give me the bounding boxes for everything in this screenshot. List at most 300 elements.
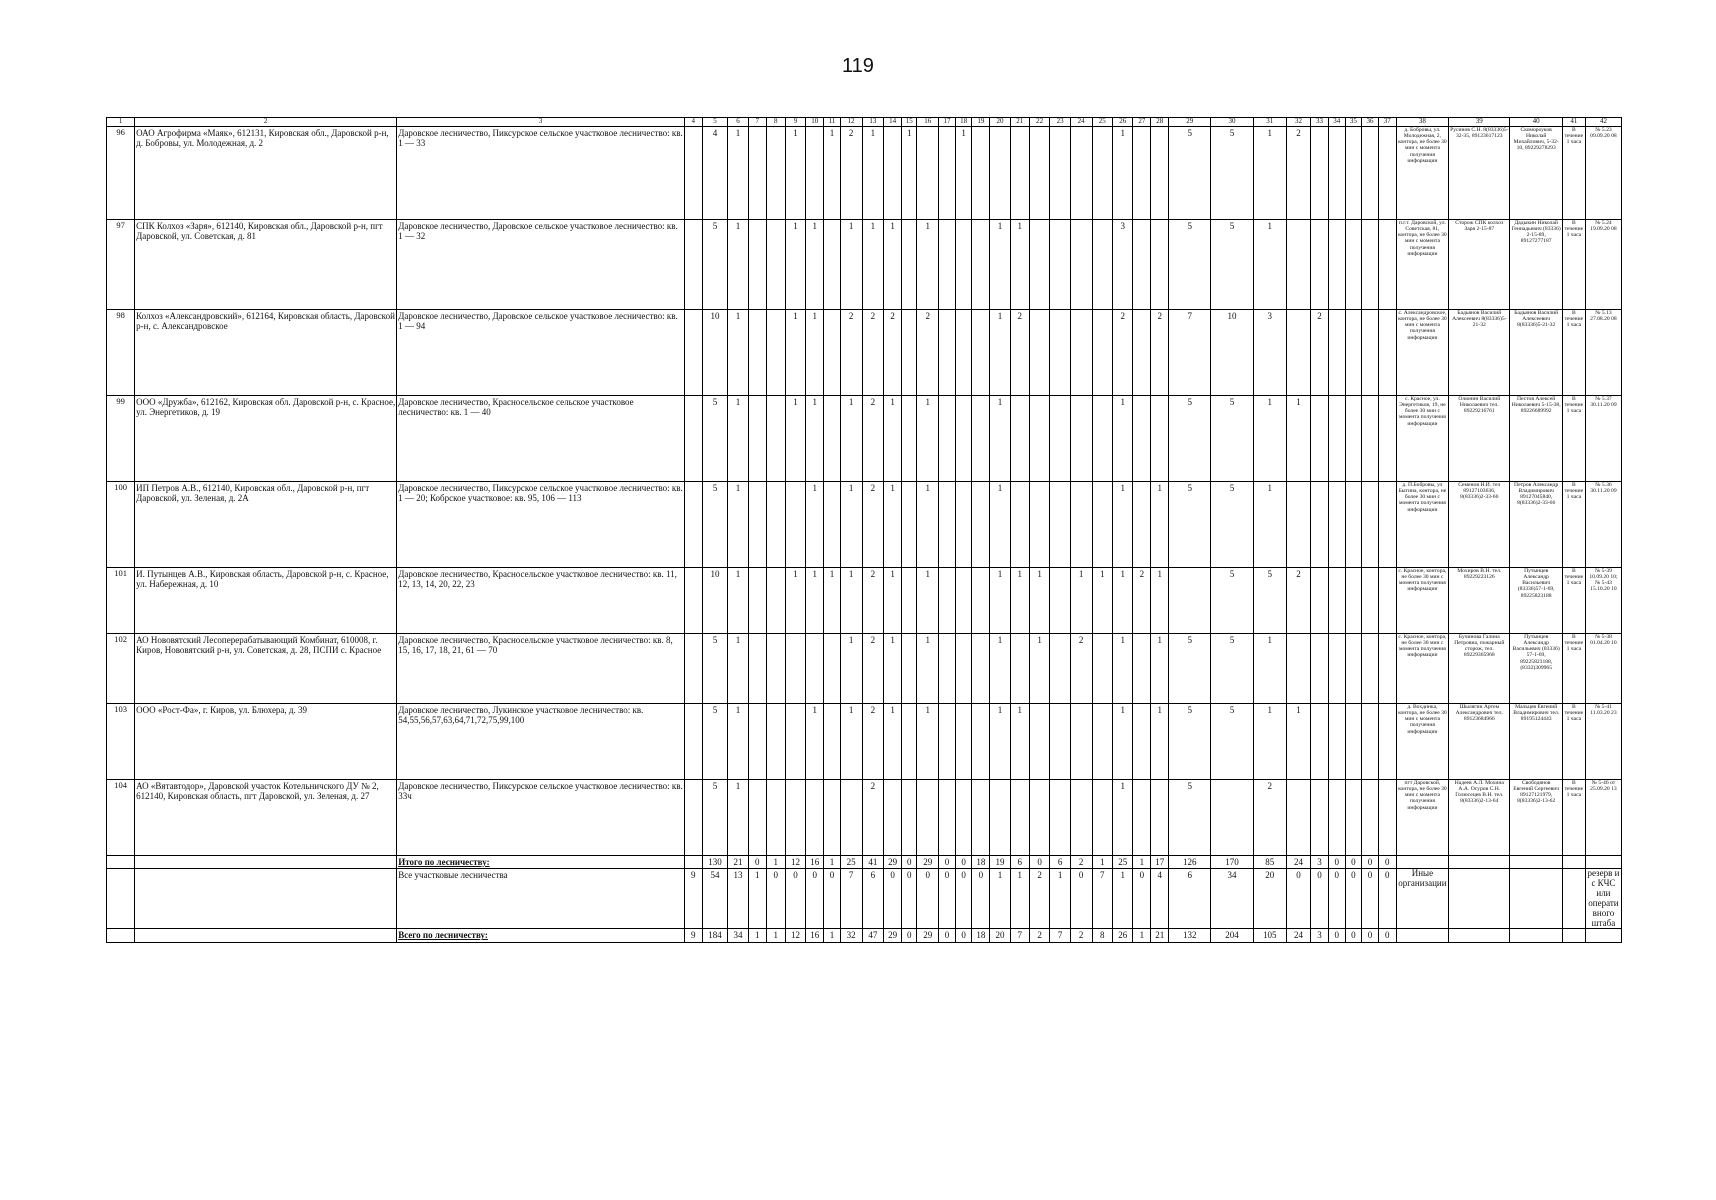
forest-fire-resources-table <box>106 117 1622 943</box>
resource-count-cell <box>884 127 902 220</box>
grand-total-value-cell: 47 <box>862 929 884 942</box>
total-value-cell: 18 <box>972 856 990 869</box>
resource-count-cell <box>824 396 841 482</box>
resource-count-cell <box>1345 220 1362 310</box>
location-cell: д. Бобровы, ул. Молодежная, 2, контора, не более 30 мин с момента получения информации <box>1396 127 1448 220</box>
resource-count-cell <box>972 634 990 704</box>
resource-count-cell <box>1328 310 1345 396</box>
total-value-cell: 1 <box>1133 856 1151 869</box>
agreement-cell: № 5-38 01.04.20 10 <box>1585 634 1621 704</box>
table-cell <box>1449 929 1510 942</box>
total-value-cell: 25 <box>840 856 862 869</box>
all-forestries-value-cell: 0 <box>1070 869 1092 929</box>
resource-count-cell <box>1362 220 1379 310</box>
resource-count-cell <box>824 634 841 704</box>
resource-count-cell <box>955 704 972 780</box>
resource-count-cell <box>1378 127 1396 220</box>
resource-count-cell <box>785 704 805 780</box>
resource-count-cell <box>748 780 766 856</box>
column-number-22: 22 <box>1029 118 1049 127</box>
column-number-17: 17 <box>939 118 956 127</box>
resource-count-cell <box>766 780 785 856</box>
responsible-cell: Дадыкин Николай Геннадьевич (83336) 2-15-89, 89127277187 <box>1510 220 1562 310</box>
resource-count-cell: 5 <box>702 634 728 704</box>
grand-total-value-cell: 0 <box>955 929 972 942</box>
resource-count-cell: 5 <box>702 482 728 568</box>
grand-total-value-cell: 20 <box>990 929 1010 942</box>
resource-count-cell <box>824 704 841 780</box>
table-cell <box>1449 869 1510 929</box>
resource-count-cell <box>785 780 805 856</box>
resource-count-cell <box>1070 704 1092 780</box>
column-number-34: 34 <box>1328 118 1345 127</box>
column-number-13: 13 <box>862 118 884 127</box>
grand-total-value-cell: 26 <box>1112 929 1132 942</box>
resource-count-cell: 1 <box>1092 568 1112 634</box>
total-value-cell: 12 <box>785 856 805 869</box>
forestry-cell: Даровское лесничество, Пиксурское сельское участковое лесничество: кв. 1 — 20; Кобрское участковое: кв. 95, 106 — 113 <box>397 482 685 568</box>
resource-count-cell <box>766 634 785 704</box>
resource-count-cell <box>1311 396 1329 482</box>
table-cell <box>107 869 135 929</box>
row-number: 102 <box>107 634 135 704</box>
column-number-26: 26 <box>1112 118 1132 127</box>
resource-count-cell: 1 <box>1112 568 1132 634</box>
table-cell <box>1510 929 1562 942</box>
resource-count-cell <box>939 704 956 780</box>
all-forestries-value-cell: 1 <box>1010 869 1029 929</box>
resource-count-cell: 1 <box>884 482 902 568</box>
grand-total-value-cell: 204 <box>1211 929 1253 942</box>
resource-count-cell: 1 <box>1070 568 1092 634</box>
response-time-cell: В течение 1 часа <box>1562 127 1585 220</box>
resource-count-cell <box>1378 396 1396 482</box>
resource-count-cell: 5 <box>702 780 728 856</box>
resource-count-cell <box>1311 482 1329 568</box>
table-row <box>107 127 1622 220</box>
resource-count-cell <box>806 780 824 856</box>
resource-count-cell: 1 <box>917 482 939 568</box>
resource-count-cell: 1 <box>728 220 748 310</box>
resource-count-cell: 2 <box>1286 568 1310 634</box>
resource-count-cell <box>917 127 939 220</box>
total-value-cell: 6 <box>1050 856 1070 869</box>
resource-count-cell <box>1362 310 1379 396</box>
agreement-cell: № 5.24 19.09.20 08 <box>1585 220 1621 310</box>
all-forestries-value-cell: 1 <box>990 869 1010 929</box>
resource-count-cell: 1 <box>806 568 824 634</box>
resource-count-cell: 1 <box>1112 396 1132 482</box>
resource-count-cell: 1 <box>1286 704 1310 780</box>
resource-count-cell <box>917 780 939 856</box>
total-value-cell: 0 <box>1328 856 1345 869</box>
resource-count-cell <box>939 568 956 634</box>
resource-count-cell <box>1378 634 1396 704</box>
resource-count-cell <box>1050 568 1070 634</box>
resource-count-cell: 1 <box>785 568 805 634</box>
all-forestries-value-cell: 34 <box>1211 869 1253 929</box>
all-forestries-value-cell: 0 <box>1362 869 1379 929</box>
row-number: 98 <box>107 310 135 396</box>
resource-count-cell: 10 <box>702 310 728 396</box>
table-cell <box>1510 856 1562 869</box>
resource-count-cell: 1 <box>840 634 862 704</box>
resource-count-cell <box>972 310 990 396</box>
contact-cell: Бадьянов Василий Алексеевич 8(83336)5-21-32 <box>1449 310 1510 396</box>
response-time-cell: В течение 1 часа <box>1562 310 1585 396</box>
resource-count-cell <box>1050 220 1070 310</box>
resource-count-cell <box>902 568 917 634</box>
resource-count-cell <box>840 780 862 856</box>
resource-count-cell: 1 <box>806 704 824 780</box>
table-cell <box>1585 929 1621 942</box>
resource-count-cell <box>990 780 1010 856</box>
resource-count-cell: 2 <box>862 568 884 634</box>
table-row <box>107 396 1622 482</box>
total-value-cell: 3 <box>1311 856 1329 869</box>
contact-cell: Русинов С.Н. 8(83336)5-32-35, 89123617123 <box>1449 127 1510 220</box>
grand-total-value-cell: 132 <box>1169 929 1211 942</box>
row-number: 100 <box>107 482 135 568</box>
resource-count-cell: 1 <box>990 568 1010 634</box>
resource-count-cell: 1 <box>1253 396 1286 482</box>
column-number-40: 40 <box>1510 118 1562 127</box>
column-number-27: 27 <box>1133 118 1151 127</box>
grand-total-value-cell: 1 <box>824 929 841 942</box>
resource-count-cell <box>1050 780 1070 856</box>
resource-count-cell <box>1092 704 1112 780</box>
resource-count-cell <box>684 220 702 310</box>
resource-count-cell: 5 <box>1211 396 1253 482</box>
column-number-14: 14 <box>884 118 902 127</box>
column-number-21: 21 <box>1010 118 1029 127</box>
resource-count-cell <box>1010 634 1029 704</box>
resource-count-cell: 2 <box>1311 310 1329 396</box>
organization-cell: Колхоз «Александровский», 612164, Кировская область, Даровской р-н, с. Александровское <box>135 310 397 396</box>
resource-count-cell: 1 <box>990 634 1010 704</box>
resource-count-cell: 5 <box>1169 780 1211 856</box>
resource-count-cell: 1 <box>990 396 1010 482</box>
column-number-25: 25 <box>1092 118 1112 127</box>
total-value-cell: 126 <box>1169 856 1211 869</box>
resource-count-cell <box>972 568 990 634</box>
table-row <box>107 568 1622 634</box>
column-number-15: 15 <box>902 118 917 127</box>
location-cell: д. П.Бобровы, ул Бытина, контора, не более 30 мин с момента получения информации <box>1396 482 1448 568</box>
resource-count-cell: 1 <box>806 482 824 568</box>
table-row <box>107 704 1622 780</box>
resource-count-cell: 10 <box>702 568 728 634</box>
agreement-cell: № 5.37 30.11.20 09 <box>1585 396 1621 482</box>
agreement-cell: № 5.23 09.09.20 08 <box>1585 127 1621 220</box>
total-value-cell: 6 <box>1010 856 1029 869</box>
resource-count-cell <box>748 704 766 780</box>
resource-count-cell <box>684 568 702 634</box>
table-cell <box>1562 869 1585 929</box>
resource-count-cell: 2 <box>1286 127 1310 220</box>
resource-count-cell <box>1092 396 1112 482</box>
all-forestries-value-cell: 0 <box>902 869 917 929</box>
responsible-cell: Путынцев Александр Васильевич (83336) 57-1-69, 89225823188, (8332)309965 <box>1510 634 1562 704</box>
column-number-28: 28 <box>1151 118 1169 127</box>
resource-count-cell: 5 <box>1169 482 1211 568</box>
column-number-39: 39 <box>1449 118 1510 127</box>
resource-count-cell: 5 <box>1169 127 1211 220</box>
resource-count-cell <box>806 634 824 704</box>
grand-total-value-cell: 0 <box>939 929 956 942</box>
resource-count-cell <box>939 780 956 856</box>
grand-total-value-cell: 29 <box>917 929 939 942</box>
resource-count-cell: 1 <box>884 634 902 704</box>
resource-count-cell <box>955 568 972 634</box>
responsible-cell: Свободянов Евгений Сергеевич 89127121979, 8(83336)2-13-62 <box>1510 780 1562 856</box>
grand-total-value-cell: 1 <box>748 929 766 942</box>
resource-count-cell: 1 <box>728 482 748 568</box>
location-cell: с. Красное, контора, не более 30 мин с момента получения информации <box>1396 634 1448 704</box>
row-number: 104 <box>107 780 135 856</box>
resource-count-cell <box>748 127 766 220</box>
resource-count-cell: 1 <box>990 310 1010 396</box>
all-forestries-value-cell: 54 <box>702 869 728 929</box>
column-number-33: 33 <box>1311 118 1329 127</box>
resource-count-cell <box>1133 396 1151 482</box>
grand-total-value-cell: 1 <box>766 929 785 942</box>
resource-count-cell <box>1345 310 1362 396</box>
column-number-1: 1 <box>107 118 135 127</box>
resource-count-cell <box>1029 704 1049 780</box>
all-forestries-value-cell: 7 <box>1092 869 1112 929</box>
resource-count-cell: 1 <box>824 127 841 220</box>
resource-count-cell <box>1133 127 1151 220</box>
resource-count-cell: 1 <box>806 220 824 310</box>
resource-count-cell <box>939 396 956 482</box>
resource-count-cell <box>1311 220 1329 310</box>
total-value-cell: 19 <box>990 856 1010 869</box>
column-number-10: 10 <box>806 118 824 127</box>
resource-count-cell: 1 <box>785 220 805 310</box>
all-forestries-value-cell: 1 <box>1050 869 1070 929</box>
resource-count-cell <box>824 220 841 310</box>
responsible-cell: Путынцев Александр Васильевич (83336)57-1-69, 89225823188 <box>1510 568 1562 634</box>
resource-count-cell <box>972 220 990 310</box>
contact-cell: Шылягин Артем Александрович тел. 89123684966 <box>1449 704 1510 780</box>
resource-count-cell: 5 <box>1211 220 1253 310</box>
response-time-cell: В течение 1 часа <box>1562 220 1585 310</box>
all-forestries-value-cell: 0 <box>766 869 785 929</box>
column-number-6: 6 <box>728 118 748 127</box>
resource-count-cell: 1 <box>862 127 884 220</box>
all-forestries-value-cell: 20 <box>1253 869 1286 929</box>
grand-total-value-cell: 105 <box>1253 929 1286 942</box>
column-number-5: 5 <box>702 118 728 127</box>
resource-count-cell <box>955 634 972 704</box>
resource-count-cell <box>1133 482 1151 568</box>
resource-count-cell: 1 <box>785 310 805 396</box>
resource-count-cell <box>766 704 785 780</box>
all-forestries-value-cell: 0 <box>1311 869 1329 929</box>
resource-count-cell: 5 <box>1169 704 1211 780</box>
row-number: 101 <box>107 568 135 634</box>
resource-count-cell <box>902 634 917 704</box>
resource-count-cell <box>1328 704 1345 780</box>
resource-count-cell <box>1328 396 1345 482</box>
resource-count-cell <box>1345 127 1362 220</box>
resource-count-cell: 2 <box>884 310 902 396</box>
total-value-cell: 0 <box>955 856 972 869</box>
location-cell: д. Вохдинка, контора, не более 30 мин с момента получения информации <box>1396 704 1448 780</box>
resource-count-cell <box>1151 780 1169 856</box>
grand-total-value-cell: 0 <box>1378 929 1396 942</box>
resource-count-cell <box>1362 704 1379 780</box>
resource-count-cell <box>1029 127 1049 220</box>
organization-cell: И. Путынцев А.В., Кировская область, Даровской р-н, с. Красное, ул. Набережная, д. 10 <box>135 568 397 634</box>
table-row <box>107 482 1622 568</box>
forestry-cell: Даровское лесничество, Даровское сельское участковое лесничество: кв. 1 — 32 <box>397 220 685 310</box>
resource-count-cell: 1 <box>1151 634 1169 704</box>
total-value-cell <box>684 856 702 869</box>
column-number-32: 32 <box>1286 118 1310 127</box>
contact-cell: Надеев А.Л. Мохина А.А. Осуров С.Н. Голюсецев В.Н. тел. 8(83336)2-13-64 <box>1449 780 1510 856</box>
resource-count-cell <box>1328 568 1345 634</box>
resource-count-cell: 2 <box>840 310 862 396</box>
resource-count-cell <box>748 634 766 704</box>
resource-count-cell <box>684 482 702 568</box>
grand-total-row <box>107 929 1622 942</box>
resource-count-cell: 1 <box>1253 704 1286 780</box>
resource-count-cell <box>1362 568 1379 634</box>
resource-count-cell <box>955 396 972 482</box>
resource-count-cell: 1 <box>917 568 939 634</box>
resource-count-cell <box>684 127 702 220</box>
table-row <box>107 780 1622 856</box>
resource-count-cell <box>1010 127 1029 220</box>
all-forestries-value-cell: 0 <box>1328 869 1345 929</box>
total-value-cell: 1 <box>824 856 841 869</box>
resource-count-cell: 1 <box>1010 704 1029 780</box>
grand-total-value-cell: 2 <box>1029 929 1049 942</box>
resource-count-cell <box>1050 310 1070 396</box>
resource-count-cell: 2 <box>1010 310 1029 396</box>
total-value-cell: 24 <box>1286 856 1310 869</box>
resource-count-cell: 5 <box>702 396 728 482</box>
table-row <box>107 634 1622 704</box>
total-value-cell: 17 <box>1151 856 1169 869</box>
resource-count-cell: 1 <box>1112 127 1132 220</box>
resource-count-cell <box>1311 634 1329 704</box>
resource-count-cell <box>1010 482 1029 568</box>
resource-count-cell: 1 <box>884 396 902 482</box>
resource-count-cell: 1 <box>902 127 917 220</box>
table-cell <box>1510 869 1562 929</box>
resource-count-cell: 1 <box>884 568 902 634</box>
column-number-23: 23 <box>1050 118 1070 127</box>
column-number-31: 31 <box>1253 118 1286 127</box>
grand-total-value-cell: 16 <box>806 929 824 942</box>
resource-count-cell <box>955 780 972 856</box>
agreement-cell: № 5-46 от 25.09.20 13 <box>1585 780 1621 856</box>
resource-count-cell: 2 <box>862 396 884 482</box>
resource-count-cell <box>1311 568 1329 634</box>
resource-count-cell: 1 <box>917 396 939 482</box>
grand-total-value-cell: 0 <box>1345 929 1362 942</box>
resource-count-cell: 2 <box>862 310 884 396</box>
all-forestries-value-cell: 0 <box>917 869 939 929</box>
page-number: 119 <box>842 55 874 77</box>
total-value-cell: 0 <box>1029 856 1049 869</box>
resource-count-cell <box>1092 220 1112 310</box>
grand-total-value-cell: 24 <box>1286 929 1310 942</box>
resource-count-cell <box>1311 127 1329 220</box>
resource-count-cell <box>1050 704 1070 780</box>
resource-count-cell <box>1151 127 1169 220</box>
resource-count-cell: 5 <box>1211 704 1253 780</box>
resource-count-cell: 1 <box>806 310 824 396</box>
resource-count-cell <box>902 310 917 396</box>
resource-count-cell <box>1050 396 1070 482</box>
resource-count-cell: 1 <box>785 396 805 482</box>
row-number: 96 <box>107 127 135 220</box>
total-value-cell: 0 <box>902 856 917 869</box>
grand-total-value-cell: 3 <box>1311 929 1329 942</box>
all-forestries-value-cell: 0 <box>1378 869 1396 929</box>
resource-count-cell <box>1328 634 1345 704</box>
location-cell: с. Красное, контора, не более 30 мин с момента получения информации <box>1396 568 1448 634</box>
resource-count-cell: 1 <box>1010 220 1029 310</box>
resource-count-cell <box>1286 780 1310 856</box>
resource-count-cell: 5 <box>1253 568 1286 634</box>
resource-count-cell: 1 <box>728 396 748 482</box>
all-forestries-value-cell: 0 <box>806 869 824 929</box>
table-row <box>107 310 1622 396</box>
table-cell <box>1562 929 1585 942</box>
resource-count-cell <box>1311 780 1329 856</box>
grand-total-value-cell: 18 <box>972 929 990 942</box>
response-time-cell: В течение 1 часа <box>1562 634 1585 704</box>
resource-count-cell <box>1092 310 1112 396</box>
organization-cell: ООО «Дружба», 612162, Кировская обл. Даровской р-н, с. Красное, ул. Энергетиков, д. 19 <box>135 396 397 482</box>
all-forestries-value-cell: 7 <box>840 869 862 929</box>
all-forestries-value-cell: 0 <box>1345 869 1362 929</box>
location-cell: п.г.т. Даровской, ул. Советская, 81, контора, не более 30 мин с момента получения информации <box>1396 220 1448 310</box>
other-organizations-cell: Иные организации <box>1396 869 1448 929</box>
response-time-cell: В течение 1 часа <box>1562 780 1585 856</box>
response-time-cell: В течение 1 часа <box>1562 396 1585 482</box>
organization-cell: ООО «Рост-Фа», г. Киров, ул. Блюхера, д. 39 <box>135 704 397 780</box>
resource-count-cell: 1 <box>884 220 902 310</box>
resource-count-cell: 1 <box>728 310 748 396</box>
forestry-cell: Даровское лесничество, Пиксурское сельское участковое лесничество: кв. 33ч <box>397 780 685 856</box>
resource-count-cell: 1 <box>728 634 748 704</box>
resource-count-cell <box>1092 482 1112 568</box>
table-cell <box>1449 856 1510 869</box>
all-forestries-value-cell: 0 <box>884 869 902 929</box>
resource-count-cell: 1 <box>917 704 939 780</box>
resource-count-cell <box>684 396 702 482</box>
resource-count-cell: 1 <box>728 127 748 220</box>
table-cell <box>1585 856 1621 869</box>
resource-count-cell <box>1345 704 1362 780</box>
forestry-cell: Даровское лесничество, Пиксурское сельское участковое лесничество: кв. 1 — 33 <box>397 127 685 220</box>
resource-count-cell <box>1328 482 1345 568</box>
total-value-cell: 16 <box>806 856 824 869</box>
column-number-24: 24 <box>1070 118 1092 127</box>
organization-cell: ИП Петров А.В., 612140, Кировская обл., Даровской р-н, пгт Даровской, ул. Зеленая, д. 2А <box>135 482 397 568</box>
resource-count-cell <box>1286 310 1310 396</box>
resource-count-cell <box>1378 780 1396 856</box>
table-cell <box>1396 929 1448 942</box>
resource-count-cell <box>1050 482 1070 568</box>
all-forestries-value-cell: 13 <box>728 869 748 929</box>
